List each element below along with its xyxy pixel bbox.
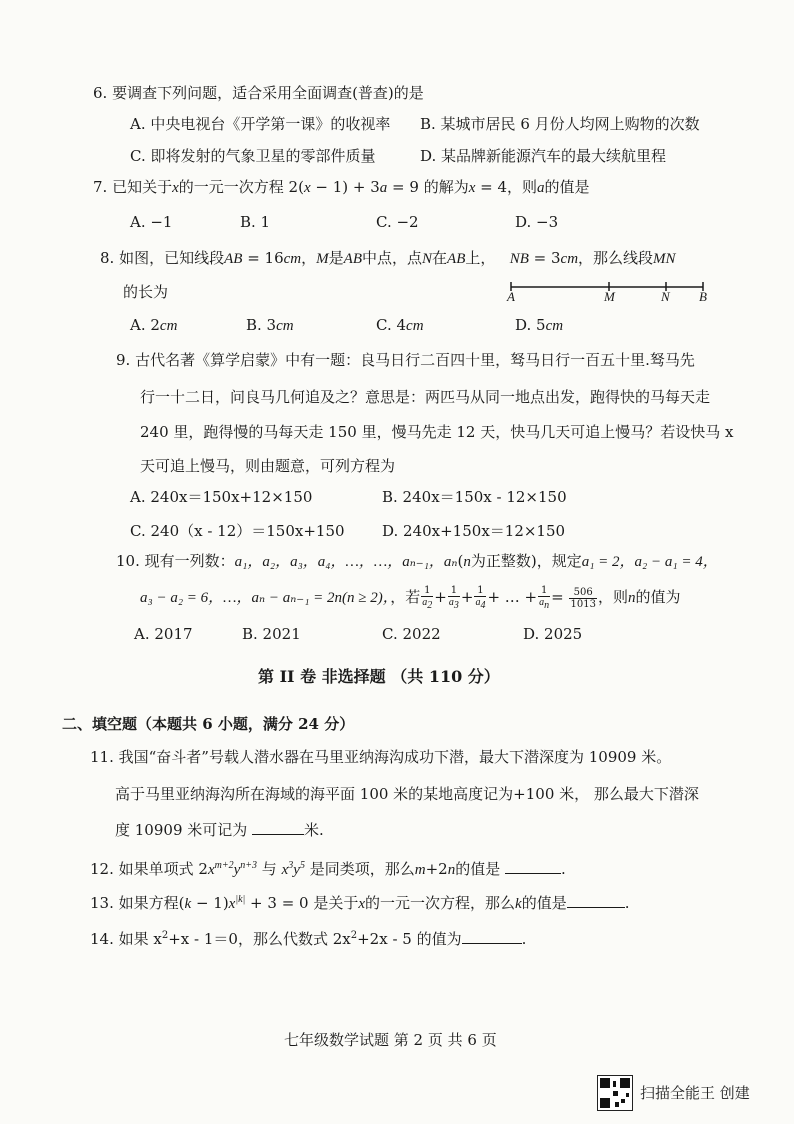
question-10-line-1: 10. 现有一列数：a₁，a₂，a₃，a₄，…，…，aₙ₋₁，aₙ(n为正整数)，规定a₁ = 2，a₂ − a₁ = 4， [116,552,718,570]
question-11-line-1: 11. 我国“奋斗者”号载人潜水器在马里亚纳海沟成功下潜，最大下潜深度为 10909 米。 [90,748,672,766]
scanner-watermark: 扫描全能王 创建 [640,1084,750,1102]
question-11-line-3: 度 10909 米可记为 米. [115,821,324,839]
question-7-option-a: A. −1 [130,213,173,231]
fraction-1-an: $\frac{1}{an}$ [539,585,550,611]
fraction-1-a4: $\frac{1}{a4}$ [475,585,486,611]
question-6-option-b: B. 某城市居民 6 月份人均网上购物的次数 [420,115,700,133]
question-10-option-b: B. 2021 [242,625,301,643]
question-14: 14. 如果 $x^2+x - 1=0$，那么代数式 $2x^2+2x - 5$ 的值为 . [90,930,527,948]
question-7-option-b: B. 1 [240,213,271,231]
label-a: A [507,289,515,304]
question-6-option-a: A. 中央电视台《开学第一课》的收视率 [130,115,391,133]
label-n: N [661,289,670,304]
label-b: B [699,289,707,304]
question-8-option-b: B. 3cm [246,316,294,334]
label-m: M [604,289,615,304]
question-6-stem: 6. 要调查下列问题，适合采用全面调查(普查)的是 [93,84,424,102]
question-8-option-c: C. 4cm [376,316,424,334]
fraction-1-a2: $\frac{1}{a2}$ [422,585,433,611]
question-12: 12. 如果单项式 $2x^{m+2}y^{n+3}$ 与 $x^3y^5$ 是同类项，那么m+2n的值是 . [90,860,566,878]
question-6-option-c: C. 即将发射的气象卫星的零部件质量 [130,147,376,165]
answer-blank-11[interactable] [252,820,304,835]
question-9-line-1: 9. 古代名著《算学启蒙》中有一题：良马日行二百四十里，驽马日行一百五十里.驽马先 [116,351,695,369]
page-footer: 七年级数学试题 第 2 页 共 6 页 [284,1031,497,1049]
answer-blank-12[interactable] [505,859,561,874]
question-9-option-b: B. 240x＝150x - 12×150 [382,488,567,506]
fraction-rhs: $\frac{506}{1013}$ [570,586,596,610]
question-10-line-2: a₃ − a₂ = 6，…，aₙ − aₙ₋₁ = 2n(n ≥ 2)，，若 $\frac{1}{a2}$ + $\frac{1}{a3}$ + $\frac{1}{a4}$ + … + $\frac{1}{an}$ = $\frac{506}{1013}$ ，则n的值为 [140,585,681,611]
question-13: 13. 如果方程$(k - 1)x^{|k|} + 3 = 0$ 是关于x的一元一次方程，那么k的值是 . [90,894,630,912]
question-9-option-d: D. 240x+150x＝12×150 [382,522,566,540]
question-9-line-2: 行一十二日，问良马几何追及之？意思是：两匹马从同一地点出发，跑得快的马每天走 [140,388,711,406]
question-10-option-c: C. 2022 [382,625,441,643]
question-7-stem: 7. 已知关于x的一元一次方程 2(x − 1) + 3a = 9 的解为x = 4，则a的值是 [93,178,590,196]
question-6-option-d: D. 某品牌新能源汽车的最大续航里程 [420,147,667,165]
question-10-option-a: A. 2017 [134,625,193,643]
answer-blank-13[interactable] [567,893,625,908]
question-9-option-a: A. 240x＝150x+12×150 [130,488,313,506]
answer-blank-14[interactable] [462,929,522,944]
question-8-option-a: A. 2cm [130,316,178,334]
fraction-1-a3: $\frac{1}{a3}$ [448,585,459,611]
question-9-line-4: 天可追上慢马，则由题意，可列方程为 [140,457,396,475]
question-8-option-d: D. 5cm [515,316,564,334]
question-8-stem: 8. 如图，已知线段AB = 16cm，M是AB中点，点N在AB上， NB = 3cm，那么线段MN [100,249,676,267]
part-2-title: 第 II 卷 非选择题 （共 110 分） [258,667,500,686]
question-8-stem-continued: 的长为 [123,283,169,301]
question-9-option-c: C. 240（x - 12）＝150x+150 [130,522,345,540]
question-10-option-d: D. 2025 [523,625,583,643]
section-2-title: 二、填空题（本题共 6 小题，满分 24 分） [62,715,355,733]
question-11-line-2: 高于马里亚纳海沟所在海域的海平面 100 米的某地高度记为+100 米， 那么最大下潜深 [115,785,699,803]
qr-code-icon [597,1075,633,1111]
segment-figure [505,278,715,308]
question-7-option-c: C. −2 [376,213,419,231]
question-7-option-d: D. −3 [515,213,559,231]
question-9-line-3: 240 里，跑得慢的马每天走 150 里，慢马先走 12 天，快马几天可追上慢马？若设快马 x [140,423,734,441]
